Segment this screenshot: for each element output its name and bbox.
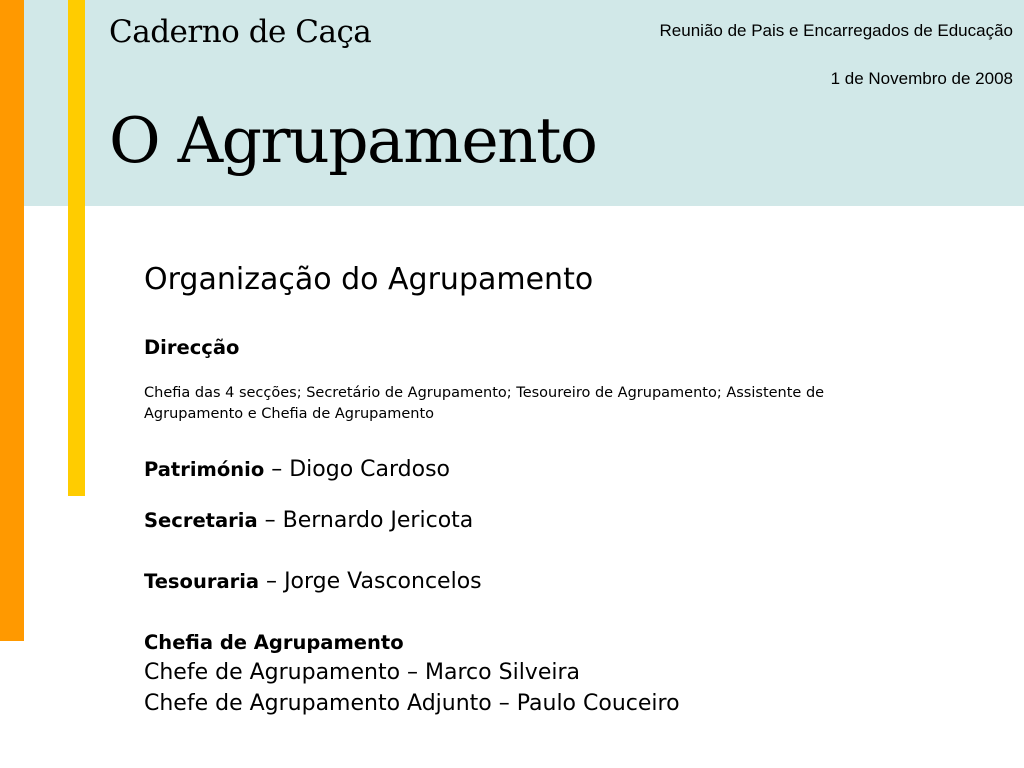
direccao-label: Direcção bbox=[144, 336, 240, 359]
tesouraria-person: Jorge Vasconcelos bbox=[284, 569, 482, 594]
secretaria-person: Bernardo Jericota bbox=[282, 508, 474, 533]
secretaria-label: Secretaria bbox=[144, 509, 258, 532]
direccao-description: Chefia das 4 secções; Secretário de Agrupamento; Tesoureiro de Agrupamento; Assistente de Agrupamento e Chefia de Agrupamento bbox=[144, 385, 825, 422]
meeting-date: 1 de Novembro de 2008 bbox=[830, 69, 1013, 88]
patrimonio-label: Património bbox=[144, 458, 265, 481]
tesouraria-line bbox=[144, 569, 482, 594]
patrimonio-line bbox=[144, 457, 450, 482]
chefe-adjunto-line: Chefe de Agrupamento Adjunto – Paulo Couceiro bbox=[144, 691, 680, 716]
chefe-line: Chefe de Agrupamento – Marco Silveira bbox=[144, 660, 580, 685]
yellow-accent-bar bbox=[68, 0, 85, 496]
secretaria-separator: – bbox=[257, 508, 283, 533]
orange-accent-bar bbox=[0, 0, 24, 641]
meeting-title: Reunião de Pais e Encarregados de Educação bbox=[659, 21, 1013, 40]
secretaria-line bbox=[144, 508, 473, 533]
tesouraria-label: Tesouraria bbox=[144, 570, 260, 593]
slide-subtitle: Caderno de Caça bbox=[109, 14, 372, 50]
patrimonio-person: Diogo Cardoso bbox=[289, 457, 451, 482]
chefia-label: Chefia de Agrupamento bbox=[144, 631, 404, 654]
patrimonio-separator: – bbox=[264, 457, 290, 482]
section-heading: Organização do Agrupamento bbox=[144, 262, 594, 297]
tesouraria-separator: – bbox=[259, 569, 285, 594]
page-title: O Agrupamento bbox=[109, 104, 597, 177]
